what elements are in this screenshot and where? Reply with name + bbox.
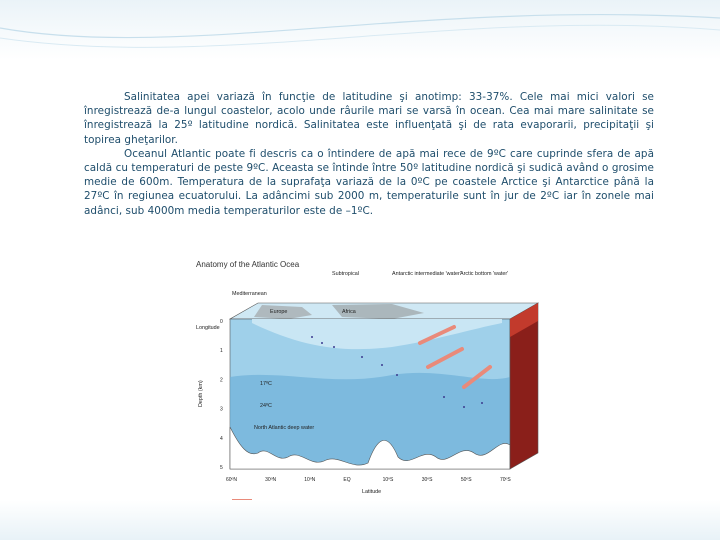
depth-tick-label: 3 (220, 406, 223, 413)
top-decor-curve (0, 0, 720, 60)
depth-tick-label: 4 (220, 435, 223, 442)
figure-title: Anatomy of the Atlantic Ocea (196, 260, 300, 269)
latitude-tick-label: 70ºS (500, 477, 511, 483)
label-temp-1: 17ºC (260, 381, 272, 387)
ocean-block-diagram (192, 257, 552, 515)
label-subtropical: Subtropical (332, 271, 359, 277)
latitude-tick-label: 10ºS (382, 477, 394, 483)
latitude-tick-label: 50ºS (460, 477, 472, 483)
paragraph-temperature: Oceanul Atlantic poate fi descris ca o întindere de apă mai rece de 9ºC care cuprinde sfera de apă caldă cu temperaturi de peste 9ºC. Aceasta se întinde între 50º latitudine nordică şi sudică având o grosime medie de 600m. Temperatura de la suprafaţa variază de la 0ºC pe coastele Arctice şi Antarctice până la 27ºC în regiunea ecuatorului. La adâncimi sub 2000 m, temperaturile sunt în jur de 2ºC iar în zonele mai adânci, sub 4000m media temperaturilor este de –1ºC. (84, 147, 654, 217)
paragraph-salinity: Salinitatea apei variază în funcţie de latitudine şi anotimp: 33-37%. Cele mai mici valori se înregistrează de-a lungul coastelor, acolo unde râurile mari se varsă în ocean. Cea mai mare salinitate se înregistrează la 25º latitudine nordică. Salinitatea este influenţată şi de rata evaporarii, precipitaţii şi topirea gheţarilor. (84, 91, 654, 146)
latitude-tick-label: EQ (343, 477, 351, 483)
latitude-tick-label: 30ºS (421, 477, 433, 483)
depth-axis-label: Depth (km) (198, 380, 204, 407)
latitude-tick-label: 10ºN (304, 477, 316, 483)
label-temp-2: 24ºC (260, 403, 272, 409)
label-europe: Europe (270, 309, 288, 315)
atlantic-ocean-figure (192, 257, 552, 515)
latitude-tick-label: 30ºN (265, 477, 277, 483)
label-mediterranean: Mediterranean (232, 291, 267, 297)
label-intermediate: Antarctic intermediate 'water' (392, 271, 461, 277)
depth-tick-label: 1 (220, 348, 223, 355)
latitude-tick-label: 60ºN (226, 477, 237, 483)
label-bottom-water: Arctic bottom 'water' (460, 271, 509, 277)
depth-tick-label: 5 (220, 465, 223, 471)
label-deep-water: North Atlantic deep water (254, 425, 315, 431)
depth-tick-label: 0 (220, 319, 223, 325)
body-text (84, 90, 654, 218)
label-africa: Africa (342, 309, 356, 315)
bottom-decor-band (0, 500, 720, 540)
depth-tick-label: 2 (220, 377, 223, 384)
label-longitude: Longitude (196, 325, 220, 331)
label-latitude: Latitude (362, 489, 382, 495)
